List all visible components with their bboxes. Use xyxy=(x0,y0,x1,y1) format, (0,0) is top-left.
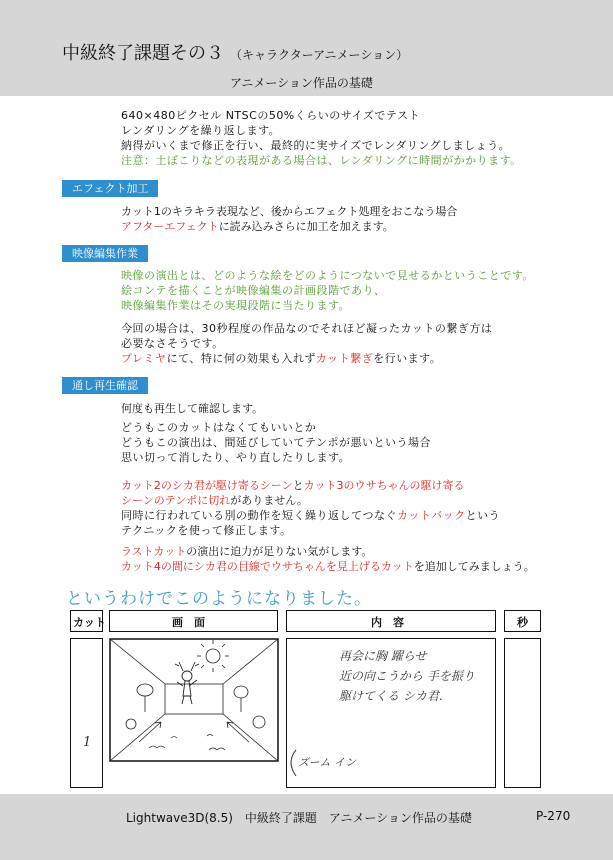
section-tag-edit: 映像編集作業 xyxy=(62,245,148,262)
effect-line-2-rest: に読み込みさらに加工を加えます。 xyxy=(218,220,394,233)
page-title-sub: （キャラクターアニメーション） xyxy=(230,48,409,62)
footer-band xyxy=(0,794,613,860)
review-red-line-2 xyxy=(121,493,308,508)
storyboard-note-1: 再会に胸 躍らせ xyxy=(339,649,427,663)
section-tag-effect: エフェクト加工 xyxy=(62,180,158,197)
storyboard-header-content xyxy=(286,610,496,632)
camera-note: ズーム イン xyxy=(298,756,356,769)
page-title xyxy=(62,39,408,65)
storyboard-cut-cell xyxy=(70,638,103,788)
effect-keyword: アフターエフェクト xyxy=(121,220,219,233)
storyboard-header-sec xyxy=(504,610,541,632)
review-red-line-1 xyxy=(121,478,465,493)
review-red-1b: と xyxy=(292,479,304,492)
edit-keyword-cut: カット繋ぎ xyxy=(315,352,374,365)
conclusion-heading: というわけでこのようになりました。 xyxy=(66,589,372,609)
storyboard-note-3: 駆けてくる シカ君. xyxy=(339,689,443,703)
review-last-2 xyxy=(121,559,535,574)
edit-para-2: 必要なさそうです。 xyxy=(121,337,224,350)
edit-green-1: 映像の演出とは、どのような絵をどのようにつないで見せるかということです。 xyxy=(121,269,534,282)
intro-line-1: 640×480ピクセル NTSCの50%くらいのサイズでテスト xyxy=(121,109,420,122)
review-red-2a: シーンのテンポに切れ xyxy=(121,494,231,507)
effect-line-1: カット1のキラキラ表現など、後からエフェクト処理をおこなう場合 xyxy=(121,205,458,218)
review-line-2: どうもこのカットはなくてもいいとか xyxy=(121,421,317,434)
page-title-main: 中級終了課題その３ xyxy=(62,43,224,64)
review-line-1: 何度も再生して確認します。 xyxy=(121,402,264,415)
review-last-1 xyxy=(121,544,372,559)
edit-green-3: 映像編集作業はその実現段階に当たります。 xyxy=(121,299,351,312)
storyboard-header-cut-label: カット xyxy=(73,616,106,629)
edit-para-3-end: を行います。 xyxy=(373,352,442,365)
edit-para-1: 今回の場合は、30秒程度の作品なのでそれほど凝ったカットの繋ぎ方は xyxy=(121,322,493,335)
page-number: P-270 xyxy=(536,809,571,823)
intro-line-3: 納得がいくまで修正を行い、最終的に実サイズでレンダリングしましょう。 xyxy=(121,139,511,152)
review-red-1c: カット3のウサちゃんの駆け寄る xyxy=(303,479,465,492)
storyboard-header-cut xyxy=(70,610,106,632)
storyboard-sketch xyxy=(109,638,279,762)
storyboard-cut-number: 1 xyxy=(83,735,92,750)
storyboard-header-screen-label: 画 面 xyxy=(172,616,205,629)
footer-text: Lightwave3D(8.5) 中級終了課題 アニメーション作品の基礎 xyxy=(126,811,472,825)
review-keyword-cutback: カットバック xyxy=(397,509,466,522)
edit-para-3-mid: にて、特に何の効果も入れず xyxy=(166,352,316,365)
storyboard-header-screen xyxy=(109,610,278,632)
sketch-frame xyxy=(110,639,278,761)
effect-line-2 xyxy=(121,219,394,234)
review-red-1a: カット2のシカ君が駆け寄るシーン xyxy=(121,479,293,492)
review-red-3a: 同時に行われている別の動作を短く繰り返してつなぐ xyxy=(121,509,397,522)
intro-line-2: レンダリングを繰り返します。 xyxy=(121,124,281,137)
edit-para-3 xyxy=(121,351,441,366)
edit-green-2: 絵コンテを描くことが映像編集の計画段階であり、 xyxy=(121,284,386,297)
review-line-3: どうもこの演出は、間延びしていてテンポが悪いという場合 xyxy=(121,436,431,449)
review-last-1-rest: の演出に迫力が足りない気がします。 xyxy=(186,545,373,558)
review-red-2b: がありません。 xyxy=(230,494,308,507)
review-last-2-rest: を追加してみましょう。 xyxy=(413,560,535,573)
review-line-technique: テクニックを使って修正します。 xyxy=(121,524,292,537)
review-keyword-lastcut: ラストカット xyxy=(121,545,187,558)
review-keyword-addcut: カット4の間にシカ君の目線でウサちゃんを見上げるカット xyxy=(121,560,414,573)
review-red-line-3 xyxy=(121,508,500,523)
storyboard-header-content-label: 内 容 xyxy=(371,616,404,629)
edit-keyword-premiere: プレミヤ xyxy=(121,352,167,365)
review-red-3c: という xyxy=(465,509,501,522)
storyboard-note-2: 近の向こうから 手を振り xyxy=(339,669,475,683)
storyboard-sec-cell xyxy=(504,638,541,788)
storyboard-header-sec-label: 秒 xyxy=(517,616,528,629)
page-subheading: アニメーション作品の基礎 xyxy=(230,76,373,90)
intro-note: 注意：土ぼこりなどの表現がある場合は、レンダリングに時間がかかります。 xyxy=(121,154,522,167)
review-line-4: 思い切って消したり、やり直したりします。 xyxy=(121,451,351,464)
section-tag-review: 通し再生確認 xyxy=(62,377,148,394)
